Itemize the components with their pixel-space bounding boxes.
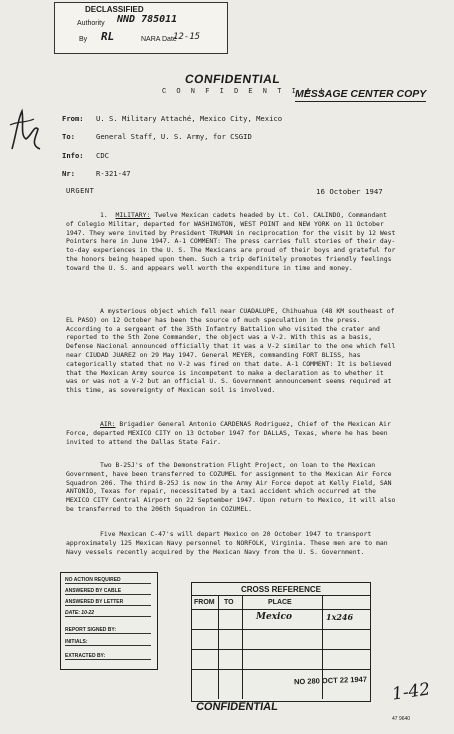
paragraph-b25 [66, 461, 396, 514]
to-label: To: [62, 132, 75, 141]
by-value: RL [101, 30, 115, 43]
cross-reference-title: CROSS REFERENCE [240, 585, 321, 594]
to-value: General Staff, U. S. Army, for CSGID [96, 132, 252, 141]
authority-label: Authority [77, 20, 105, 27]
from-value: U. S. Military Attaché, Mexico City, Mexico [96, 114, 283, 123]
nara-date-label: NARA Date [141, 36, 177, 43]
document-date: 16 October 1947 [316, 187, 383, 196]
cross-reference-to-label: TO [224, 599, 234, 606]
stamp-date: DATE: 10-22 [65, 610, 151, 617]
section-heading-air: AIR: [100, 420, 116, 428]
by-label: By [79, 36, 88, 43]
authority-value: NND 785011 [117, 14, 178, 25]
paragraph-air [66, 420, 396, 446]
paragraph-b25-body: Two B-25J's of the Demonstration Flight Project, on loan to the Mexican Government, have been transferred to COZUMEL for assignment to the Mexican Air Force Squadron 206. The third B-25J is now in the Army Air Force depot at Kelly Field, SAN ANTONIO, Texas for repair, necessitated by a taxi accident which occurred at the MEXICO CITY Central Airport on 22 September 1947. Upon return to Mexico, it will also be transferred to the 206th Squadron in COZUMEL. [66, 461, 396, 513]
handwritten-page-number: 1-42 [390, 679, 432, 705]
paragraph-v2-object-body: A mysterious object which fell near CUADALUPE, Chihuahua (48 KM southeast of EL PASO) on 12 October has been the source of much speculation in the press. According to a sergeant of the 35th Infantry Battalion who visited the crater and reported to the 5th Zone Commander, the object was a V-2. With this as a basis, Defense Nacional announced officially that it was a V-2 similar to the one which fell near CIUDAD JUAREZ on 29 May 1947. General MEYER, commanding FORT BLISS, has categorically stated that no V-2 was fired on that date. A-1 COMMENT: It is believed that the Mexican Army source is incompetent to make a declaration as to whether it was or was not a V-2 but an official U. S. Government announcement seems required at this time, as sovereignty of Mexican soil is involved. [66, 307, 396, 395]
from-label: From: [62, 114, 84, 123]
form-number: 47 9640 [392, 716, 411, 722]
cross-reference-code: 1x246 [326, 612, 354, 622]
paragraph-number: 1. [100, 211, 108, 219]
classification-top: CONFIDENTIAL [184, 72, 282, 86]
declassified-stamp [54, 2, 228, 54]
stamp-answered-cable: ANSWERED BY CABLE [65, 588, 151, 595]
handwritten-initials [6, 105, 46, 155]
paragraph-military-body: Twelve Mexican cadets headed by Lt. Col. CALINDO, Commandant of Colegio Militar, departed for WASHINGTON, WEST POINT and NEW YORK on 11 October 1947. They were invited by President TRUMAN in reciprocation for the visit by 12 West Pointers here in June 1947. A-1 COMMENT: The press carries full stories of their day-to-day experiences in the U. S. The Mexicans are proud of their boys and grateful for the honors being heaped upon them. Such a trip definitely promotes friendly feelings toward the U. S. and appears well worth the expenditure in time and money. [66, 211, 396, 272]
classification-subtitle: C O N F I D E N T I A L [162, 88, 328, 96]
action-stamp [60, 572, 158, 670]
info-label: Info: [62, 151, 84, 160]
paragraph-military [66, 211, 396, 273]
stamp-answered-letter: ANSWERED BY LETTER [65, 599, 151, 606]
nr-label: Nr: [62, 169, 75, 178]
receipt-stamp: NO 280 OCT 22 1947 [293, 674, 368, 687]
cross-reference-place-label: PLACE [268, 599, 292, 606]
paragraph-c47 [66, 530, 396, 556]
cross-reference-place-value: Mexico [256, 612, 292, 622]
stamp-no-action: NO ACTION REQUIRED [65, 577, 151, 584]
paragraph-c47-body: Five Mexican C-47's will depart Mexico on 20 October 1947 to transport approximately 125 Mexican Navy personnel to NORFOLK, Virginia. These men are to man Navy vessels recently acquired by the Mexican Navy from the U. S. Government. [66, 530, 388, 556]
paragraph-air-body: Brigadier General Antonio CARDENAS Rodriguez, Chief of the Mexican Air Force, departed MEXICO CITY on 13 October 1947 for DALLAS, Texas, where he has been invited to attend the Dallas State Fair. [66, 420, 391, 446]
stamp-initials: INITIALS: [65, 639, 151, 646]
nara-date-value: 12-15 [173, 32, 201, 42]
message-center-stamp: MESSAGE CENTER COPY [295, 88, 427, 100]
cross-reference-from-label: FROM [194, 599, 215, 606]
section-heading-military: MILITARY: [115, 211, 151, 219]
classification-bottom: CONFIDENTIAL [195, 701, 279, 713]
declassified-label: DECLASSIFIED [85, 5, 144, 14]
info-value: CDC [96, 151, 109, 160]
paragraph-v2-object [66, 307, 396, 395]
nr-value: R-321-47 [96, 169, 131, 178]
urgent-marker: URGENT [66, 187, 95, 195]
stamp-extracted-by: EXTRACTED BY: [65, 653, 151, 660]
stamp-report-signed: REPORT SIGNED BY: [65, 627, 151, 634]
